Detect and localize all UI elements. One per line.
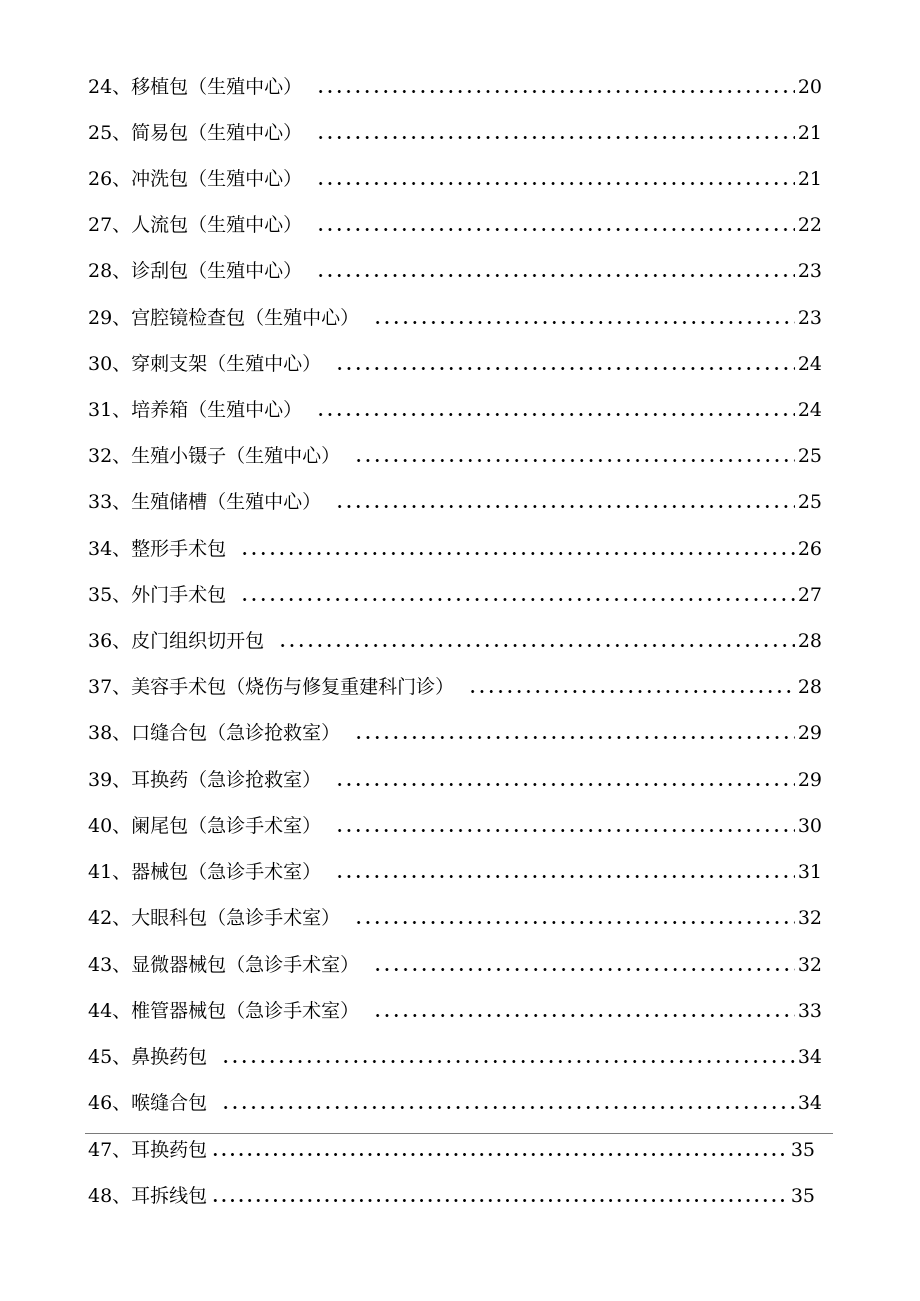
- toc-page-number: 26: [797, 538, 822, 560]
- toc-entry-title: 48、耳拆线包: [88, 1185, 208, 1207]
- dot-leader: [316, 274, 795, 277]
- dot-leader: [354, 736, 795, 739]
- toc-entry[interactable]: [88, 164, 822, 194]
- toc-page-number: 34: [797, 1092, 822, 1114]
- dot-leader: [240, 598, 795, 601]
- toc-entry[interactable]: [88, 765, 822, 795]
- toc-page-number: 24: [797, 353, 822, 375]
- dot-leader: [316, 228, 795, 231]
- toc-entry-title: 41、器械包（急诊手术室）: [88, 861, 322, 883]
- toc-page-number: 35: [790, 1185, 815, 1207]
- toc-entry[interactable]: [88, 534, 822, 564]
- toc-entry-title: 37、美容手术包（烧伤与修复重建科门诊）: [88, 676, 455, 698]
- toc-entry[interactable]: [88, 256, 822, 286]
- toc-page-number: 23: [797, 307, 822, 329]
- toc-entry[interactable]: [88, 118, 822, 148]
- toc-entry-title: 42、大眼科包（急诊手术室）: [88, 907, 341, 929]
- toc-entry-title: 43、显微器械包（急诊手术室）: [88, 954, 360, 976]
- dot-leader: [373, 1014, 795, 1017]
- dot-leader: [211, 1199, 787, 1202]
- toc-page-number: 32: [797, 907, 822, 929]
- toc-entry[interactable]: [88, 950, 822, 980]
- toc-entry[interactable]: [88, 349, 822, 379]
- toc-entry-title: 35、外门手术包: [88, 584, 227, 606]
- toc-page-number: 31: [797, 861, 822, 883]
- toc-page-number: 25: [797, 491, 822, 513]
- toc-entry[interactable]: [88, 857, 822, 887]
- section-divider: [85, 1133, 833, 1134]
- dot-leader: [354, 921, 795, 924]
- toc-entry[interactable]: [88, 395, 822, 425]
- toc-entry[interactable]: [88, 1088, 822, 1118]
- toc-entry-title: 44、椎管器械包（急诊手术室）: [88, 1000, 360, 1022]
- toc-entry[interactable]: [88, 1135, 815, 1165]
- dot-leader: [316, 136, 795, 139]
- toc-entry-title: 46、喉缝合包: [88, 1092, 208, 1114]
- dot-leader: [335, 875, 795, 878]
- toc-entry[interactable]: [88, 903, 822, 933]
- toc-page-number: 20: [797, 76, 822, 98]
- toc-page-number: 30: [797, 815, 822, 837]
- toc-entry[interactable]: [88, 626, 822, 656]
- dot-leader: [240, 552, 795, 555]
- dot-leader: [373, 968, 795, 971]
- toc-page-number: 32: [797, 954, 822, 976]
- toc-entry-title: 26、冲洗包（生殖中心）: [88, 168, 303, 190]
- toc-page-number: 21: [797, 168, 822, 190]
- dot-leader: [373, 321, 795, 324]
- toc-entry-title: 24、移植包（生殖中心）: [88, 76, 303, 98]
- toc-page-number: 21: [797, 122, 822, 144]
- toc-entry-title: 28、诊刮包（生殖中心）: [88, 260, 303, 282]
- toc-entry-title: 32、生殖小镊子（生殖中心）: [88, 445, 341, 467]
- dot-leader: [335, 505, 795, 508]
- toc-page-number: 35: [790, 1139, 815, 1161]
- toc-entry-title: 34、整形手术包: [88, 538, 227, 560]
- dot-leader: [335, 367, 795, 370]
- toc-entry-title: 39、耳换药（急诊抢救室）: [88, 769, 322, 791]
- toc-entry[interactable]: [88, 672, 822, 702]
- toc-entry[interactable]: [88, 996, 822, 1026]
- toc-page-number: 33: [797, 1000, 822, 1022]
- toc-entry-title: 36、皮门组织切开包: [88, 630, 265, 652]
- toc-page-number: 34: [797, 1046, 822, 1068]
- toc-entry-title: 29、宫腔镜检查包（生殖中心）: [88, 307, 360, 329]
- toc-entry[interactable]: [88, 210, 822, 240]
- dot-leader: [221, 1060, 795, 1063]
- dot-leader: [278, 644, 795, 647]
- toc-entry[interactable]: [88, 303, 822, 333]
- toc-entry[interactable]: [88, 811, 822, 841]
- toc-entry[interactable]: [88, 580, 822, 610]
- dot-leader: [316, 182, 795, 185]
- toc-page-number: 28: [797, 630, 822, 652]
- toc-entry[interactable]: [88, 72, 822, 102]
- toc-page-number: 24: [797, 399, 822, 421]
- toc-entry-title: 47、耳换药包: [88, 1139, 208, 1161]
- toc-entry[interactable]: [88, 718, 822, 748]
- dot-leader: [316, 413, 795, 416]
- toc-entry-title: 25、简易包（生殖中心）: [88, 122, 303, 144]
- dot-leader: [211, 1153, 787, 1156]
- dot-leader: [354, 459, 795, 462]
- toc-entry[interactable]: [88, 1181, 815, 1211]
- toc-page-number: 28: [797, 676, 822, 698]
- toc-page-number: 23: [797, 260, 822, 282]
- toc-entry-title: 30、穿刺支架（生殖中心）: [88, 353, 322, 375]
- toc-page-number: 25: [797, 445, 822, 467]
- dot-leader: [221, 1106, 795, 1109]
- dot-leader: [316, 90, 795, 93]
- toc-entry-title: 40、阑尾包（急诊手术室）: [88, 815, 322, 837]
- dot-leader: [335, 783, 795, 786]
- toc-entry-title: 38、口缝合包（急诊抢救室）: [88, 722, 341, 744]
- dot-leader: [468, 690, 795, 693]
- toc-entry-title: 33、生殖储槽（生殖中心）: [88, 491, 322, 513]
- toc-entry-title: 27、人流包（生殖中心）: [88, 214, 303, 236]
- toc-entry-title: 31、培养箱（生殖中心）: [88, 399, 303, 421]
- toc-entry-title: 45、鼻换药包: [88, 1046, 208, 1068]
- toc-page-number: 29: [797, 769, 822, 791]
- toc-page-number: 27: [797, 584, 822, 606]
- toc-page-number: 22: [797, 214, 822, 236]
- toc-entry[interactable]: [88, 441, 822, 471]
- toc-page-number: 29: [797, 722, 822, 744]
- toc-entry[interactable]: [88, 1042, 822, 1072]
- dot-leader: [335, 829, 795, 832]
- toc-entry[interactable]: [88, 487, 822, 517]
